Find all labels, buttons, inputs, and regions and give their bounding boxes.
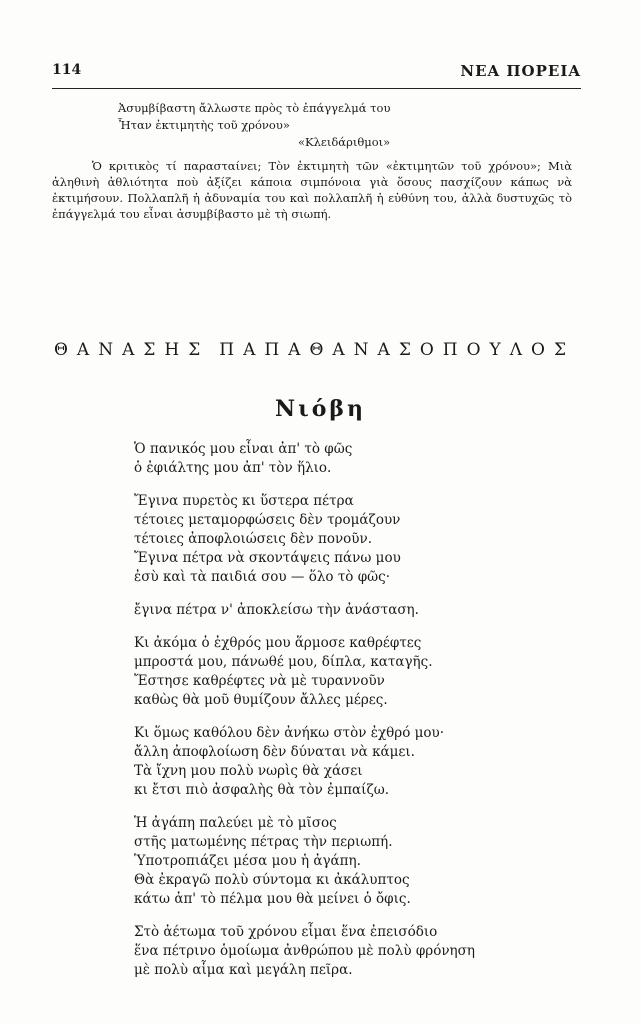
page-number: 114 <box>52 62 82 78</box>
prose-paragraph: Ὁ κριτικὸς τί παρασταίνει; Τὸν ἐκτιμητὴ τῶν «ἐκτιμητῶν τοῦ χρόνου»; Μιὰ ἀληθινὴ ἀθλιότητα ποὺ ἀξίζει κάποια σιμπόνοια γιὰ ὅσους πασχίζουν κάπως νὰ ἐκτιμήσουν. Πολλαπλῆ ἡ ἀδυναμία του καὶ πολλαπλῆ ἡ εὐθύνη του, ἀλλὰ δυστυχῶς τὸ ἐπάγγελμά του εἶναι ἀσυμβίβαστο μὲ τὴ σιωπή. <box>52 159 572 221</box>
poem-line: Ἡ ἀγάπη παλεύει μὲ τὸ μῖσος <box>134 815 337 831</box>
header-rule <box>52 88 581 89</box>
poem-line: Στὸ ἀέτωμα τοῦ χρόνου εἶμαι ἕνα ἐπεισόδιο <box>134 924 438 940</box>
poem-line: καθὼς θὰ μοῦ θυμίζουν ἄλλες μέρες. <box>134 692 388 708</box>
poem-stanza <box>134 601 574 620</box>
author-last-name: ΠΑΠΑΘΑΝΑΣΟΠΟΥΛΟΣ <box>219 340 575 360</box>
quote-line: Ἦταν ἐκτιμητὴς τοῦ χρόνου» <box>118 118 290 132</box>
poem-line: Θὰ ἐκραγῶ πολὺ σύντομα κι ἀκάλυπτος <box>134 872 410 888</box>
poem-line: Τὰ ἴχνη μου πολὺ νωρὶς θὰ χάσει <box>134 763 363 779</box>
poem-line: τέτοιες ἀποφλοιώσεις δὲν πονοῦν. <box>134 531 373 547</box>
poem-line: μὲ πολὺ αἷμα καὶ μεγάλη πεῖρα. <box>134 962 353 978</box>
poem-stanza <box>134 814 574 909</box>
quote-attribution: «Κλειδάριθμοι» <box>298 135 391 149</box>
poem-stanza <box>134 440 574 478</box>
poem-line: ἔγινα πέτρα ν' ἀποκλείσω τὴν ἀνάσταση. <box>134 602 419 618</box>
poem-line: Ἔστησε καθρέφτες νὰ μὲ τυραννοῦν <box>134 673 385 689</box>
journal-title: ΝΕΑ ΠΟΡΕΙΑ <box>460 62 581 80</box>
poem-line: ἐσὺ καὶ τὰ παιδιά σου — ὅλο τὸ φῶς· <box>134 569 391 585</box>
poem-stanza <box>134 634 574 710</box>
poem-line: κι ἔτσι πιὸ ἀσφαλὴς θὰ τὸν ἐμπαίζω. <box>134 782 390 798</box>
quote-line: Ἀσυμβίβαστη ἄλλωστε πρὸς τὸ ἐπάγγελμά του <box>118 101 391 115</box>
poem-line: τέτοιες μεταμορφώσεις δὲν τρομάζουν <box>134 512 401 528</box>
poem-title: Νιόβη <box>274 396 367 422</box>
poem-line: κάτω ἀπ' τὸ πέλμα μου θὰ μείνει ὁ ὄφις. <box>134 891 411 907</box>
poem-line: ὁ ἐφιάλτης μου ἀπ' τὸν ἥλιο. <box>134 460 332 476</box>
poem-line: Ἔγινα πυρετὸς κι ὕστερα πέτρα <box>134 493 354 509</box>
poem-line: Κι ὅμως καθόλου δὲν ἀνήκω στὸν ἐχθρό μου· <box>134 725 445 741</box>
author-first-name: ΘΑΝΑΣΗΣ <box>54 340 210 360</box>
poem-line: Ὁ πανικός μου εἶναι ἀπ' τὸ φῶς <box>134 441 353 457</box>
poem-line: Κι ἀκόμα ὁ ἐχθρός μου ἅρμοσε καθρέφτες <box>134 635 422 651</box>
poem-line: μπροστά μου, πάνωθέ μου, δίπλα, καταγῆς. <box>134 654 433 670</box>
poem-stanza <box>134 492 574 587</box>
poem-line: Ἔγινα πέτρα νὰ σκοντάψεις πάνω μου <box>134 550 401 566</box>
poem-line: ἕνα πέτρινο ὁμοίωμα ἀνθρώπου μὲ πολὺ φρόνηση <box>134 943 475 959</box>
poem-stanza <box>134 923 574 980</box>
poem-stanza <box>134 724 574 800</box>
poem-line: στῆς ματωμένης πέτρας τὴν περιωπή. <box>134 834 393 850</box>
author-name <box>54 340 575 362</box>
poem-body <box>134 440 574 994</box>
poem-line: ἄλλη ἀποφλοίωση δὲν δύναται νὰ κάμει. <box>134 744 415 760</box>
verse-quote <box>118 100 390 151</box>
poem-line: Ὑποτροπιάζει μέσα μου ἡ ἀγάπη. <box>134 853 361 869</box>
prose-block <box>52 158 572 222</box>
page-header <box>52 62 581 86</box>
